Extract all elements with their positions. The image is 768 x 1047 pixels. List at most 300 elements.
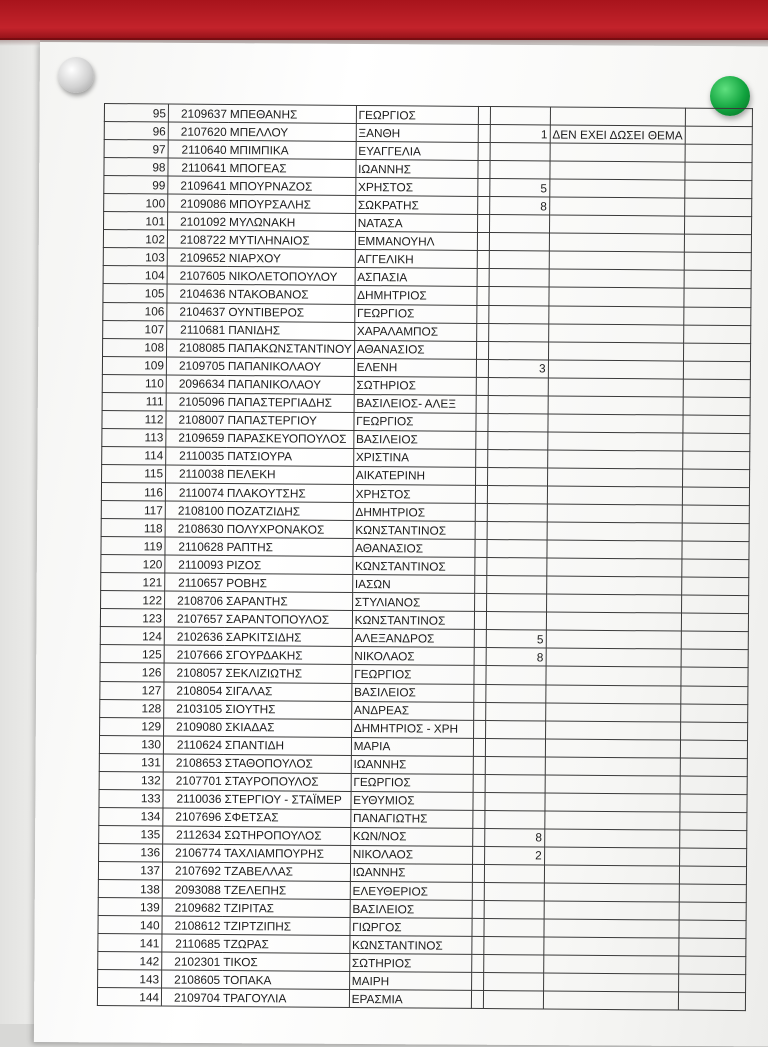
empty-cell-cell: [471, 991, 483, 1009]
surname-cell: ΤΟΠΑΚΑ: [222, 971, 349, 990]
surname-cell: ΜΥΤΙΛΗΝΑΙΟΣ: [228, 231, 355, 250]
grade-cell: [486, 666, 546, 685]
student-id-cell: 2109652: [167, 248, 228, 267]
grade-cell: 3: [488, 359, 548, 378]
student-id-cell: 2110624: [163, 736, 224, 755]
student-id-cell: 2107657: [164, 609, 225, 628]
empty-cell-cell: [476, 413, 488, 431]
first-name-cell: ΧΡΗΣΤΟΣ: [353, 484, 475, 503]
empty-cell-cell: [478, 124, 490, 142]
student-id-cell: 2109086: [168, 194, 229, 213]
grade-cell: [483, 937, 543, 956]
row-number-cell: 111: [102, 392, 166, 411]
empty-cell-cell: [680, 830, 747, 849]
student-id-cell: 2109641: [168, 176, 229, 195]
surname-cell: ΤΑΧΛΙΑΜΠΟΥΡΗΣ: [223, 844, 350, 863]
row-number-cell: 98: [104, 158, 168, 177]
empty-cell-cell: [472, 810, 484, 828]
row-number-cell: 119: [101, 537, 165, 556]
empty-cell-cell: [474, 558, 486, 576]
row-number-cell: 144: [97, 988, 161, 1007]
surname-cell: ΤΖΙΡΙΤΑΣ: [223, 899, 350, 918]
first-name-cell: ΚΩΝΣΤΑΝΤΙΝΟΣ: [353, 521, 475, 540]
empty-cell-cell: [685, 126, 752, 145]
empty-cell-cell: [681, 704, 748, 723]
row-number-cell: 134: [99, 807, 163, 826]
surname-cell: ΠΑΤΣΙΟΥΡΑ: [226, 447, 353, 466]
first-name-cell: ΙΩΑΝΝΗΣ: [351, 755, 473, 774]
empty-cell-cell: [477, 251, 489, 269]
empty-cell-cell: [471, 955, 483, 973]
note-cell: [548, 342, 683, 361]
student-id-cell: 2107666: [164, 645, 225, 664]
first-name-cell: ΚΩΝΣΤΑΝΤΙΝΟΣ: [352, 611, 474, 630]
empty-cell-cell: [685, 108, 752, 127]
empty-cell-cell: [685, 198, 752, 217]
surname-cell: ΠΕΛΕΚΗ: [226, 465, 353, 484]
surname-cell: ΠΑΠΑΣΤΕΡΓΙΑΔΗΣ: [227, 393, 354, 412]
first-name-cell: ΓΕΩΡΓΙΟΣ: [352, 665, 474, 684]
surname-cell: ΝΙΑΡΧΟΥ: [228, 249, 355, 268]
student-id-cell: 2108100: [165, 501, 226, 520]
empty-cell-cell: [681, 686, 748, 705]
grade-cell: [485, 792, 545, 811]
row-number-cell: 133: [99, 789, 163, 808]
empty-cell-cell: [682, 505, 749, 524]
surname-cell: ΤΖΕΛΕΠΗΣ: [223, 880, 350, 899]
empty-cell-cell: [681, 649, 748, 668]
first-name-cell: ΒΑΣΙΛΕΙΟΣ- ΑΛΕΞ: [354, 394, 476, 413]
row-number-cell: 127: [100, 681, 164, 700]
first-name-cell: ΔΗΜΗΤΡΙΟΣ - ΧΡΗ: [351, 719, 473, 738]
surname-cell: ΣΙΟΥΤΗΣ: [224, 700, 351, 719]
empty-cell-cell: [472, 846, 484, 864]
empty-cell-cell: [473, 702, 485, 720]
surname-cell: ΠΟΖΑΤΖΙΔΗΣ: [226, 502, 353, 521]
empty-cell-cell: [472, 919, 484, 937]
first-name-cell: ΓΙΩΡΓΟΣ: [350, 918, 472, 937]
note-cell: [548, 324, 683, 343]
first-name-cell: ΧΡΗΣΤΟΣ: [355, 178, 477, 197]
student-id-cell: 2108605: [162, 970, 223, 989]
grade-cell: [489, 233, 549, 252]
note-cell: [544, 865, 679, 884]
grade-cell: [483, 973, 543, 992]
student-id-cell: 2107605: [167, 266, 228, 285]
empty-cell-cell: [472, 882, 484, 900]
row-number-cell: 106: [103, 302, 167, 321]
empty-cell-cell: [685, 180, 752, 199]
row-number-cell: 131: [99, 753, 163, 772]
empty-cell-cell: [682, 559, 749, 578]
student-id-cell: 2107696: [163, 808, 224, 827]
surname-cell: ΠΑΡΑΣΚΕΥΟΠΟΥΛΟΣ: [226, 429, 353, 448]
student-id-cell: 2110640: [168, 140, 229, 159]
student-id-cell: 2096634: [166, 375, 227, 394]
note-cell: [545, 793, 680, 812]
student-id-cell: 2110657: [165, 573, 226, 592]
row-number-cell: 121: [101, 573, 165, 592]
note-cell: [546, 666, 681, 685]
row-number-cell: 128: [100, 699, 164, 718]
note-cell: [549, 269, 684, 288]
row-number-cell: 124: [100, 627, 164, 646]
note-cell: [544, 847, 679, 866]
empty-cell-cell: [472, 828, 484, 846]
grade-cell: [487, 486, 547, 505]
white-magnet-icon: [58, 57, 94, 93]
empty-cell-cell: [680, 758, 747, 777]
note-cell: [549, 251, 684, 270]
note-cell: ΔΕΝ ΕΧΕΙ ΔΩΣΕΙ ΘΕΜΑ: [550, 125, 685, 144]
row-number-cell: 118: [101, 519, 165, 538]
first-name-cell: ΜΑΙΡΗ: [349, 972, 471, 991]
note-cell: [544, 883, 679, 902]
empty-cell-cell: [476, 395, 488, 413]
row-number-cell: 109: [102, 356, 166, 375]
empty-cell-cell: [476, 305, 488, 323]
surname-cell: ΜΠΟΥΡΝΑΖΟΣ: [228, 177, 355, 196]
empty-cell-cell: [478, 143, 490, 161]
grade-cell: [488, 341, 548, 360]
note-cell: [544, 901, 679, 920]
first-name-cell: ΣΩΚΡΑΤΗΣ: [355, 196, 477, 215]
note-cell: [544, 829, 679, 848]
surname-cell: ΡΟΒΗΣ: [225, 574, 352, 593]
empty-cell-cell: [477, 215, 489, 233]
grade-cell: [488, 413, 548, 432]
grade-cell: [489, 251, 549, 270]
grade-cell: [485, 738, 545, 757]
row-number-cell: 139: [98, 898, 162, 917]
note-cell: [545, 721, 680, 740]
surname-cell: ΤΖΑΒΕΛΛΑΣ: [223, 862, 350, 881]
empty-cell-cell: [684, 289, 751, 308]
surname-cell: ΣΑΡΑΝΤΗΣ: [225, 592, 352, 611]
note-cell: [545, 703, 680, 722]
first-name-cell: ΙΑΣΩΝ: [352, 575, 474, 594]
surname-cell: ΠΟΛΥΧΡΟΝΑΚΟΣ: [226, 520, 353, 539]
note-cell: [544, 811, 679, 830]
grade-cell: [484, 919, 544, 938]
first-name-cell: ΧΡΙΣΤΙΝΑ: [353, 448, 475, 467]
note-cell: [546, 558, 681, 577]
empty-cell-cell: [474, 666, 486, 684]
student-id-cell: 2110038: [166, 465, 227, 484]
empty-cell-cell: [684, 234, 751, 253]
student-id-cell: 2110685: [162, 934, 223, 953]
surname-cell: ΡΑΠΤΗΣ: [225, 538, 352, 557]
empty-cell-cell: [680, 740, 747, 759]
empty-cell-cell: [473, 774, 485, 792]
note-cell: [543, 973, 678, 992]
empty-cell-cell: [679, 920, 746, 939]
surname-cell: ΠΑΠΑΝΙΚΟΛΑΟΥ: [227, 375, 354, 394]
surname-cell: ΟΥΝΤΙΒΕΡΟΣ: [227, 303, 354, 322]
empty-cell-cell: [684, 216, 751, 235]
empty-cell-cell: [474, 612, 486, 630]
empty-cell-cell: [679, 866, 746, 885]
empty-cell-cell: [475, 485, 487, 503]
empty-cell-cell: [684, 307, 751, 326]
empty-cell-cell: [685, 144, 752, 163]
note-cell: [545, 757, 680, 776]
grade-cell: [490, 143, 550, 162]
row-number-cell: 125: [100, 645, 164, 664]
row-number-cell: 95: [104, 104, 168, 123]
row-number-cell: 110: [102, 374, 166, 393]
grade-cell: [488, 377, 548, 396]
row-number-cell: 107: [103, 320, 167, 339]
surname-cell: ΡΙΖΟΣ: [225, 556, 352, 575]
grade-list-table: [97, 103, 753, 1011]
note-cell: [543, 991, 678, 1010]
student-id-cell: 2108722: [167, 230, 228, 249]
student-id-cell: 2109682: [162, 898, 223, 917]
note-cell: [548, 378, 683, 397]
student-id-cell: 2107620: [168, 122, 229, 141]
grade-cell: [484, 864, 544, 883]
empty-cell-cell: [678, 992, 745, 1011]
surname-cell: ΤΡΑΓΟΥΛΙΑ: [222, 989, 349, 1008]
student-id-cell: 2108054: [164, 681, 225, 700]
empty-cell-cell: [682, 523, 749, 542]
student-id-cell: 2108706: [165, 591, 226, 610]
row-number-cell: 100: [104, 194, 168, 213]
empty-cell-cell: [478, 161, 490, 179]
empty-cell-cell: [682, 541, 749, 560]
grade-cell: [484, 901, 544, 920]
empty-cell-cell: [679, 956, 746, 975]
note-cell: [548, 414, 683, 433]
row-number-cell: 141: [98, 934, 162, 953]
first-name-cell: ΓΕΩΡΓΙΟΣ: [351, 773, 473, 792]
student-id-cell: 2093088: [162, 880, 223, 899]
empty-cell-cell: [471, 973, 483, 991]
row-number-cell: 105: [103, 284, 167, 303]
grade-cell: [486, 576, 546, 595]
student-id-cell: 2110641: [168, 158, 229, 177]
note-cell: [549, 179, 684, 198]
surname-cell: ΣΤΑΥΡΟΠΟΥΛΟΣ: [224, 772, 351, 791]
surname-cell: ΤΙΚΟΣ: [222, 953, 349, 972]
note-cell: [546, 594, 681, 613]
empty-cell-cell: [680, 722, 747, 741]
first-name-cell: ΓΕΩΡΓΙΟΣ: [354, 304, 476, 323]
grade-cell: 5: [489, 179, 549, 198]
grade-cell: [487, 449, 547, 468]
empty-cell-cell: [685, 162, 752, 181]
first-name-cell: ΕΡΑΣΜΙΑ: [349, 990, 471, 1009]
first-name-cell: ΕΜΜΑΝΟΥΗΛ: [355, 232, 477, 251]
student-id-cell: 2110628: [165, 537, 226, 556]
surname-cell: ΜΠΙΜΠΙΚΑ: [229, 141, 356, 160]
grade-cell: [484, 810, 544, 829]
student-id-cell: 2107692: [162, 862, 223, 881]
grade-cell: [486, 612, 546, 631]
grade-cell: [490, 107, 550, 126]
surname-cell: ΣΩΤΗΡΟΠΟΥΛΟΣ: [223, 826, 350, 845]
surname-cell: ΤΖΩΡΑΣ: [222, 935, 349, 954]
first-name-cell: ΑΛΕΞΑΝΔΡΟΣ: [352, 629, 474, 648]
grade-cell: [485, 702, 545, 721]
grade-cell: [485, 774, 545, 793]
student-id-cell: 2104636: [167, 284, 228, 303]
empty-cell-cell: [477, 287, 489, 305]
row-number-cell: 113: [102, 428, 166, 447]
surname-cell: ΤΖΙΡΤΖΙΠΗΣ: [222, 917, 349, 936]
empty-cell-cell: [684, 270, 751, 289]
empty-cell-cell: [475, 467, 487, 485]
first-name-cell: ΙΩΑΝΝΗΣ: [350, 863, 472, 882]
empty-cell-cell: [475, 503, 487, 521]
empty-cell-cell: [477, 269, 489, 287]
row-number-cell: 116: [101, 482, 165, 501]
empty-cell-cell: [683, 343, 750, 362]
grade-cell: [487, 431, 547, 450]
empty-cell-cell: [477, 197, 489, 215]
row-number-cell: 143: [98, 970, 162, 989]
empty-cell-cell: [681, 668, 748, 687]
student-id-cell: 2104637: [167, 303, 228, 322]
row-number-cell: 142: [98, 952, 162, 971]
student-id-cell: 2108085: [167, 339, 228, 358]
surname-cell: ΠΛΑΚΟΥΤΣΗΣ: [226, 483, 353, 502]
first-name-cell: ΒΑΣΙΛΕΙΟΣ: [350, 900, 472, 919]
surname-cell: ΣΙΓΑΛΑΣ: [224, 682, 351, 701]
first-name-cell: ΑΣΠΑΣΙΑ: [355, 268, 477, 287]
grade-cell: 8: [484, 828, 544, 847]
note-cell: [547, 432, 682, 451]
note-cell: [546, 630, 681, 649]
empty-cell-cell: [475, 540, 487, 558]
empty-cell-cell: [476, 377, 488, 395]
grade-cell: [488, 305, 548, 324]
grade-cell: [487, 467, 547, 486]
grade-cell: [486, 558, 546, 577]
student-id-cell: 2103105: [164, 700, 225, 719]
first-name-cell: ΣΩΤΗΡΙΟΣ: [349, 954, 471, 973]
empty-cell-cell: [684, 325, 751, 344]
grade-cell: [484, 883, 544, 902]
grade-cell: 8: [489, 197, 549, 216]
note-cell: [549, 287, 684, 306]
note-cell: [545, 739, 680, 758]
empty-cell-cell: [683, 415, 750, 434]
grade-cell: [485, 684, 545, 703]
empty-cell-cell: [473, 756, 485, 774]
surname-cell: ΣΠΑΝΤΙΔΗ: [224, 736, 351, 755]
row-number-cell: 122: [101, 591, 165, 610]
row-number-cell: 126: [100, 663, 164, 682]
empty-cell-cell: [682, 487, 749, 506]
empty-cell-cell: [475, 449, 487, 467]
first-name-cell: ΚΩΝ/ΝΟΣ: [350, 827, 472, 846]
surname-cell: ΝΤΑΚΟΒΑΝΟΣ: [227, 285, 354, 304]
row-number-cell: 101: [104, 212, 168, 231]
grade-cell: [488, 323, 548, 342]
grade-cell: [489, 287, 549, 306]
surname-cell: ΠΑΝΙΔΗΣ: [227, 321, 354, 340]
first-name-cell: ΕΛΕΥΘΕΡΙΟΣ: [350, 881, 472, 900]
empty-cell-cell: [474, 630, 486, 648]
first-name-cell: ΝΙΚΟΛΑΟΣ: [350, 845, 472, 864]
note-cell: [547, 504, 682, 523]
grade-cell: [485, 720, 545, 739]
empty-cell-cell: [680, 794, 747, 813]
student-id-cell: 2112634: [163, 826, 224, 845]
first-name-cell: ΑΘΑΝΑΣΙΟΣ: [354, 340, 476, 359]
student-id-cell: 2108653: [163, 754, 224, 773]
first-name-cell: ΞΑΝΘΗ: [356, 124, 478, 143]
empty-cell-cell: [478, 106, 490, 124]
grade-cell: 1: [490, 125, 550, 144]
row-number-cell: 114: [102, 446, 166, 465]
first-name-cell: ΓΕΩΡΓΙΟΣ: [354, 412, 476, 431]
surname-cell: ΜΠΟΓΕΑΣ: [228, 159, 355, 178]
surname-cell: ΣΕΚΛΙΖΙΩΤΗΣ: [224, 664, 351, 683]
first-name-cell: ΚΩΝΣΤΑΝΤΙΝΟΣ: [352, 557, 474, 576]
first-name-cell: ΣΩΤΗΡΙΟΣ: [354, 376, 476, 395]
empty-cell-cell: [471, 937, 483, 955]
empty-cell-cell: [476, 341, 488, 359]
empty-cell-cell: [474, 576, 486, 594]
first-name-cell: ΒΑΣΙΛΕΙΟΣ: [353, 430, 475, 449]
first-name-cell: ΝΑΤΑΣΑ: [355, 214, 477, 233]
row-number-cell: 140: [98, 916, 162, 935]
empty-cell-cell: [473, 684, 485, 702]
grade-cell: [489, 269, 549, 288]
surname-cell: ΣΚΙΑΔΑΣ: [224, 718, 351, 737]
student-id-cell: 2110093: [165, 555, 226, 574]
first-name-cell: ΑΙΚΑΤΕΡΙΝΗ: [353, 466, 475, 485]
empty-cell-cell: [679, 848, 746, 867]
surname-cell: ΠΑΠΑΝΙΚΟΛΑΟΥ: [227, 357, 354, 376]
student-id-cell: 2101092: [168, 212, 229, 231]
grade-cell: [483, 955, 543, 974]
student-id-cell: 2110036: [163, 790, 224, 809]
surname-cell: ΣΑΡΚΙΤΣΙΔΗΣ: [225, 628, 352, 647]
first-name-cell: ΒΑΣΙΛΕΙΟΣ: [351, 683, 473, 702]
student-id-cell: 2110681: [167, 321, 228, 340]
student-id-cell: 2109080: [164, 718, 225, 737]
row-number-cell: 129: [100, 717, 164, 736]
row-number-cell: 99: [104, 176, 168, 195]
note-cell: [550, 107, 685, 126]
empty-cell-cell: [477, 179, 489, 197]
student-id-cell: 2109659: [166, 429, 227, 448]
surname-cell: ΝΙΚΟΛΕΤΟΠΟΥΛΟΥ: [228, 267, 355, 286]
note-cell: [549, 233, 684, 252]
empty-cell-cell: [473, 738, 485, 756]
first-name-cell: ΕΛΕΝΗ: [354, 358, 476, 377]
first-name-cell: ΕΥΘΥΜΙΟΣ: [351, 791, 473, 810]
student-id-cell: 2110035: [166, 447, 227, 466]
note-cell: [548, 360, 683, 379]
empty-cell-cell: [476, 359, 488, 377]
empty-cell-cell: [474, 594, 486, 612]
row-number-cell: 136: [99, 843, 163, 862]
student-id-cell: 2108612: [162, 916, 223, 935]
first-name-cell: ΑΓΓΕΛΙΚΗ: [355, 250, 477, 269]
grade-cell: [487, 540, 547, 559]
empty-cell-cell: [683, 397, 750, 416]
row-number-cell: 135: [99, 825, 163, 844]
surname-cell: ΜΥΛΩΝΑΚΗ: [228, 213, 355, 232]
first-name-cell: ΑΝΔΡΕΑΣ: [351, 701, 473, 720]
empty-cell-cell: [681, 631, 748, 650]
note-cell: [548, 396, 683, 415]
